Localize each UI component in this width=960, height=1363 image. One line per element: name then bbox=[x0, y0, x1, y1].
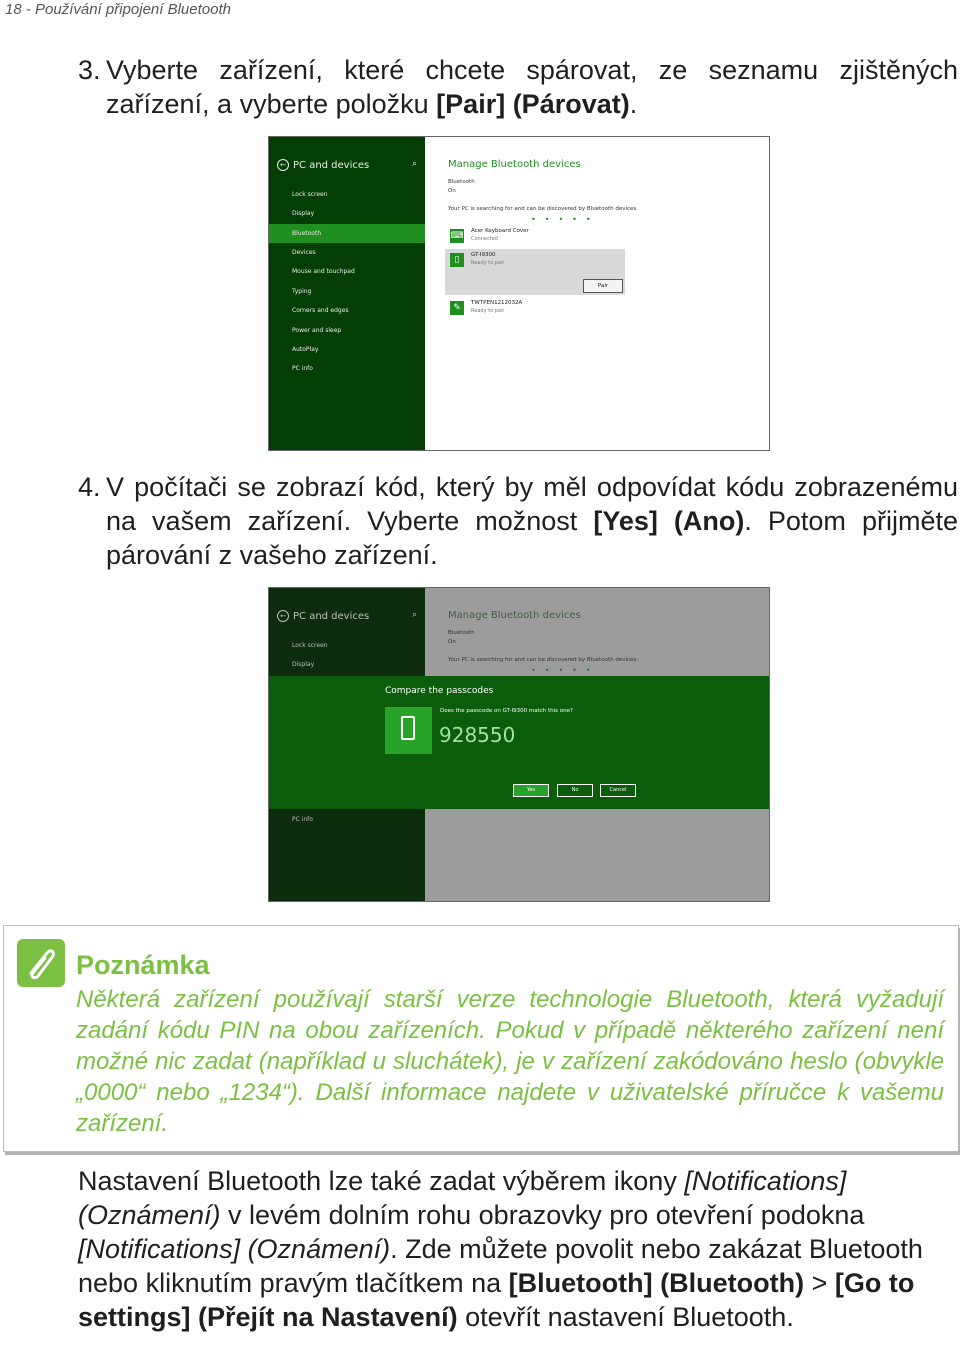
nav-power-sleep[interactable]: Power and sleep bbox=[292, 327, 342, 334]
nav-display[interactable]: Display bbox=[292, 210, 315, 217]
note-title: Poznámka bbox=[76, 950, 210, 980]
yes-button[interactable]: Yes bbox=[513, 784, 549, 797]
search-icon[interactable]: ⌕ bbox=[411, 159, 417, 169]
step-4-number: 4. bbox=[78, 472, 101, 502]
manage-bt-title: Manage Bluetooth devices bbox=[448, 159, 581, 170]
nav-typing[interactable]: Typing bbox=[292, 288, 312, 295]
bt-searching-text: Your PC is searching for and can be discovered by Bluetooth devices. bbox=[448, 657, 639, 663]
nav-pc-info[interactable]: PC info bbox=[292, 365, 313, 372]
progress-dots: ••••• bbox=[531, 666, 600, 675]
bt-state[interactable]: On bbox=[448, 188, 456, 194]
phone-icon: ▯ bbox=[450, 253, 464, 267]
pair-button[interactable]: Pair bbox=[583, 279, 623, 293]
nav-bluetooth[interactable]: Bluetooth bbox=[269, 224, 425, 243]
no-button[interactable]: No bbox=[557, 784, 593, 797]
dialog-question: Does the passcode on GT-I9300 match this one? bbox=[440, 708, 573, 714]
sidebar-title: ← PC and devices bbox=[277, 159, 369, 171]
bt-label: Bluetooth bbox=[448, 179, 475, 185]
note-box bbox=[3, 925, 959, 1152]
device-twtpen[interactable]: ✎ TWTPEN1212032A Ready to pair bbox=[445, 297, 625, 319]
progress-dots: ••••• bbox=[531, 215, 600, 224]
pen-device-icon: ✎ bbox=[450, 301, 464, 315]
step-4-text: V počítači se zobrazí kód, který by měl odpovídat kódu zobrazenému na vašem zařízení. Vyberte možnost [Yes] (Ano). Potom přijměte párování z vašeho zařízení. bbox=[106, 472, 958, 570]
back-arrow-icon: ← bbox=[277, 610, 289, 622]
step-3 bbox=[78, 53, 958, 123]
manage-bt-title: Manage Bluetooth devices bbox=[448, 610, 581, 621]
settings-main bbox=[425, 137, 769, 450]
note-body: Některá zařízení používají starší verze technologie Bluetooth, která vyžadují zadání kódu PIN na obou zařízeních. Pokud v případě některého zařízení není možné nic zadat (například u sluchátek), je v zařízení zakódováno heslo (obvykle „0000“ nebo „1234“). Další informace najdete v uživatelské příručce k vašemu zařízení. bbox=[76, 986, 944, 1137]
nav-autoplay[interactable]: AutoPlay bbox=[292, 346, 319, 353]
paperclip-icon bbox=[17, 939, 65, 987]
keyboard-icon: ⌨ bbox=[450, 231, 464, 241]
page-header: 18 - Používání připojení Bluetooth bbox=[5, 1, 231, 18]
settings-sidebar bbox=[269, 137, 425, 450]
nav-mouse-touchpad[interactable]: Mouse and touchpad bbox=[292, 268, 355, 275]
step-4 bbox=[78, 470, 958, 574]
step-3-text: Vyberte zařízení, které chcete spárovat, ze seznamu zjištěných zařízení, a vyberte položku [Pair] (Párovat). bbox=[106, 55, 958, 119]
device-gt-i9300[interactable]: ▯ GT-I9300 Ready to pair bbox=[445, 249, 625, 295]
screenshot-manage-bluetooth bbox=[268, 136, 770, 451]
step-3-number: 3. bbox=[78, 55, 101, 85]
final-paragraph: Nastavení Bluetooth lze také zadat výběrem ikony [Notifications] (Oznámení) v levém dolním rohu obrazovky pro otevření podokna [Notifications] (Oznámení). Zde můžete povolit nebo zakázat Bluetooth nebo kliknutím pravým tlačítkem na [Bluetooth] (Bluetooth) > [Go to settings] (Přejít na Nastavení) otevřít nastavení Bluetooth. bbox=[78, 1166, 923, 1332]
nav-pc-info: PC info bbox=[292, 816, 313, 823]
device-keyboard-cover[interactable]: ⌨ Acer Keyboard Cover Connected bbox=[450, 228, 529, 242]
search-icon: ⌕ bbox=[411, 610, 417, 620]
cancel-button[interactable]: Cancel bbox=[600, 784, 636, 797]
bt-label: Bluetooth bbox=[448, 630, 475, 636]
nav-lock-screen[interactable]: Lock screen bbox=[292, 191, 328, 198]
passcode: 928550 bbox=[439, 723, 516, 747]
nav-display: Display bbox=[292, 661, 315, 668]
dim-sidebar-title: ← PC and devices bbox=[277, 610, 369, 622]
dialog-title: Compare the passcodes bbox=[385, 686, 494, 696]
phone-icon bbox=[385, 707, 432, 754]
bt-state: On bbox=[448, 639, 456, 645]
back-arrow-icon[interactable]: ← bbox=[277, 159, 289, 171]
nav-corners-edges[interactable]: Corners and edges bbox=[292, 307, 349, 314]
compare-passcodes-dialog bbox=[269, 676, 769, 809]
screenshot-compare-passcodes bbox=[268, 587, 770, 902]
nav-devices[interactable]: Devices bbox=[292, 249, 316, 256]
nav-lock-screen: Lock screen bbox=[292, 642, 328, 649]
bt-searching-text: Your PC is searching for and can be discovered by Bluetooth devices. bbox=[448, 206, 639, 212]
